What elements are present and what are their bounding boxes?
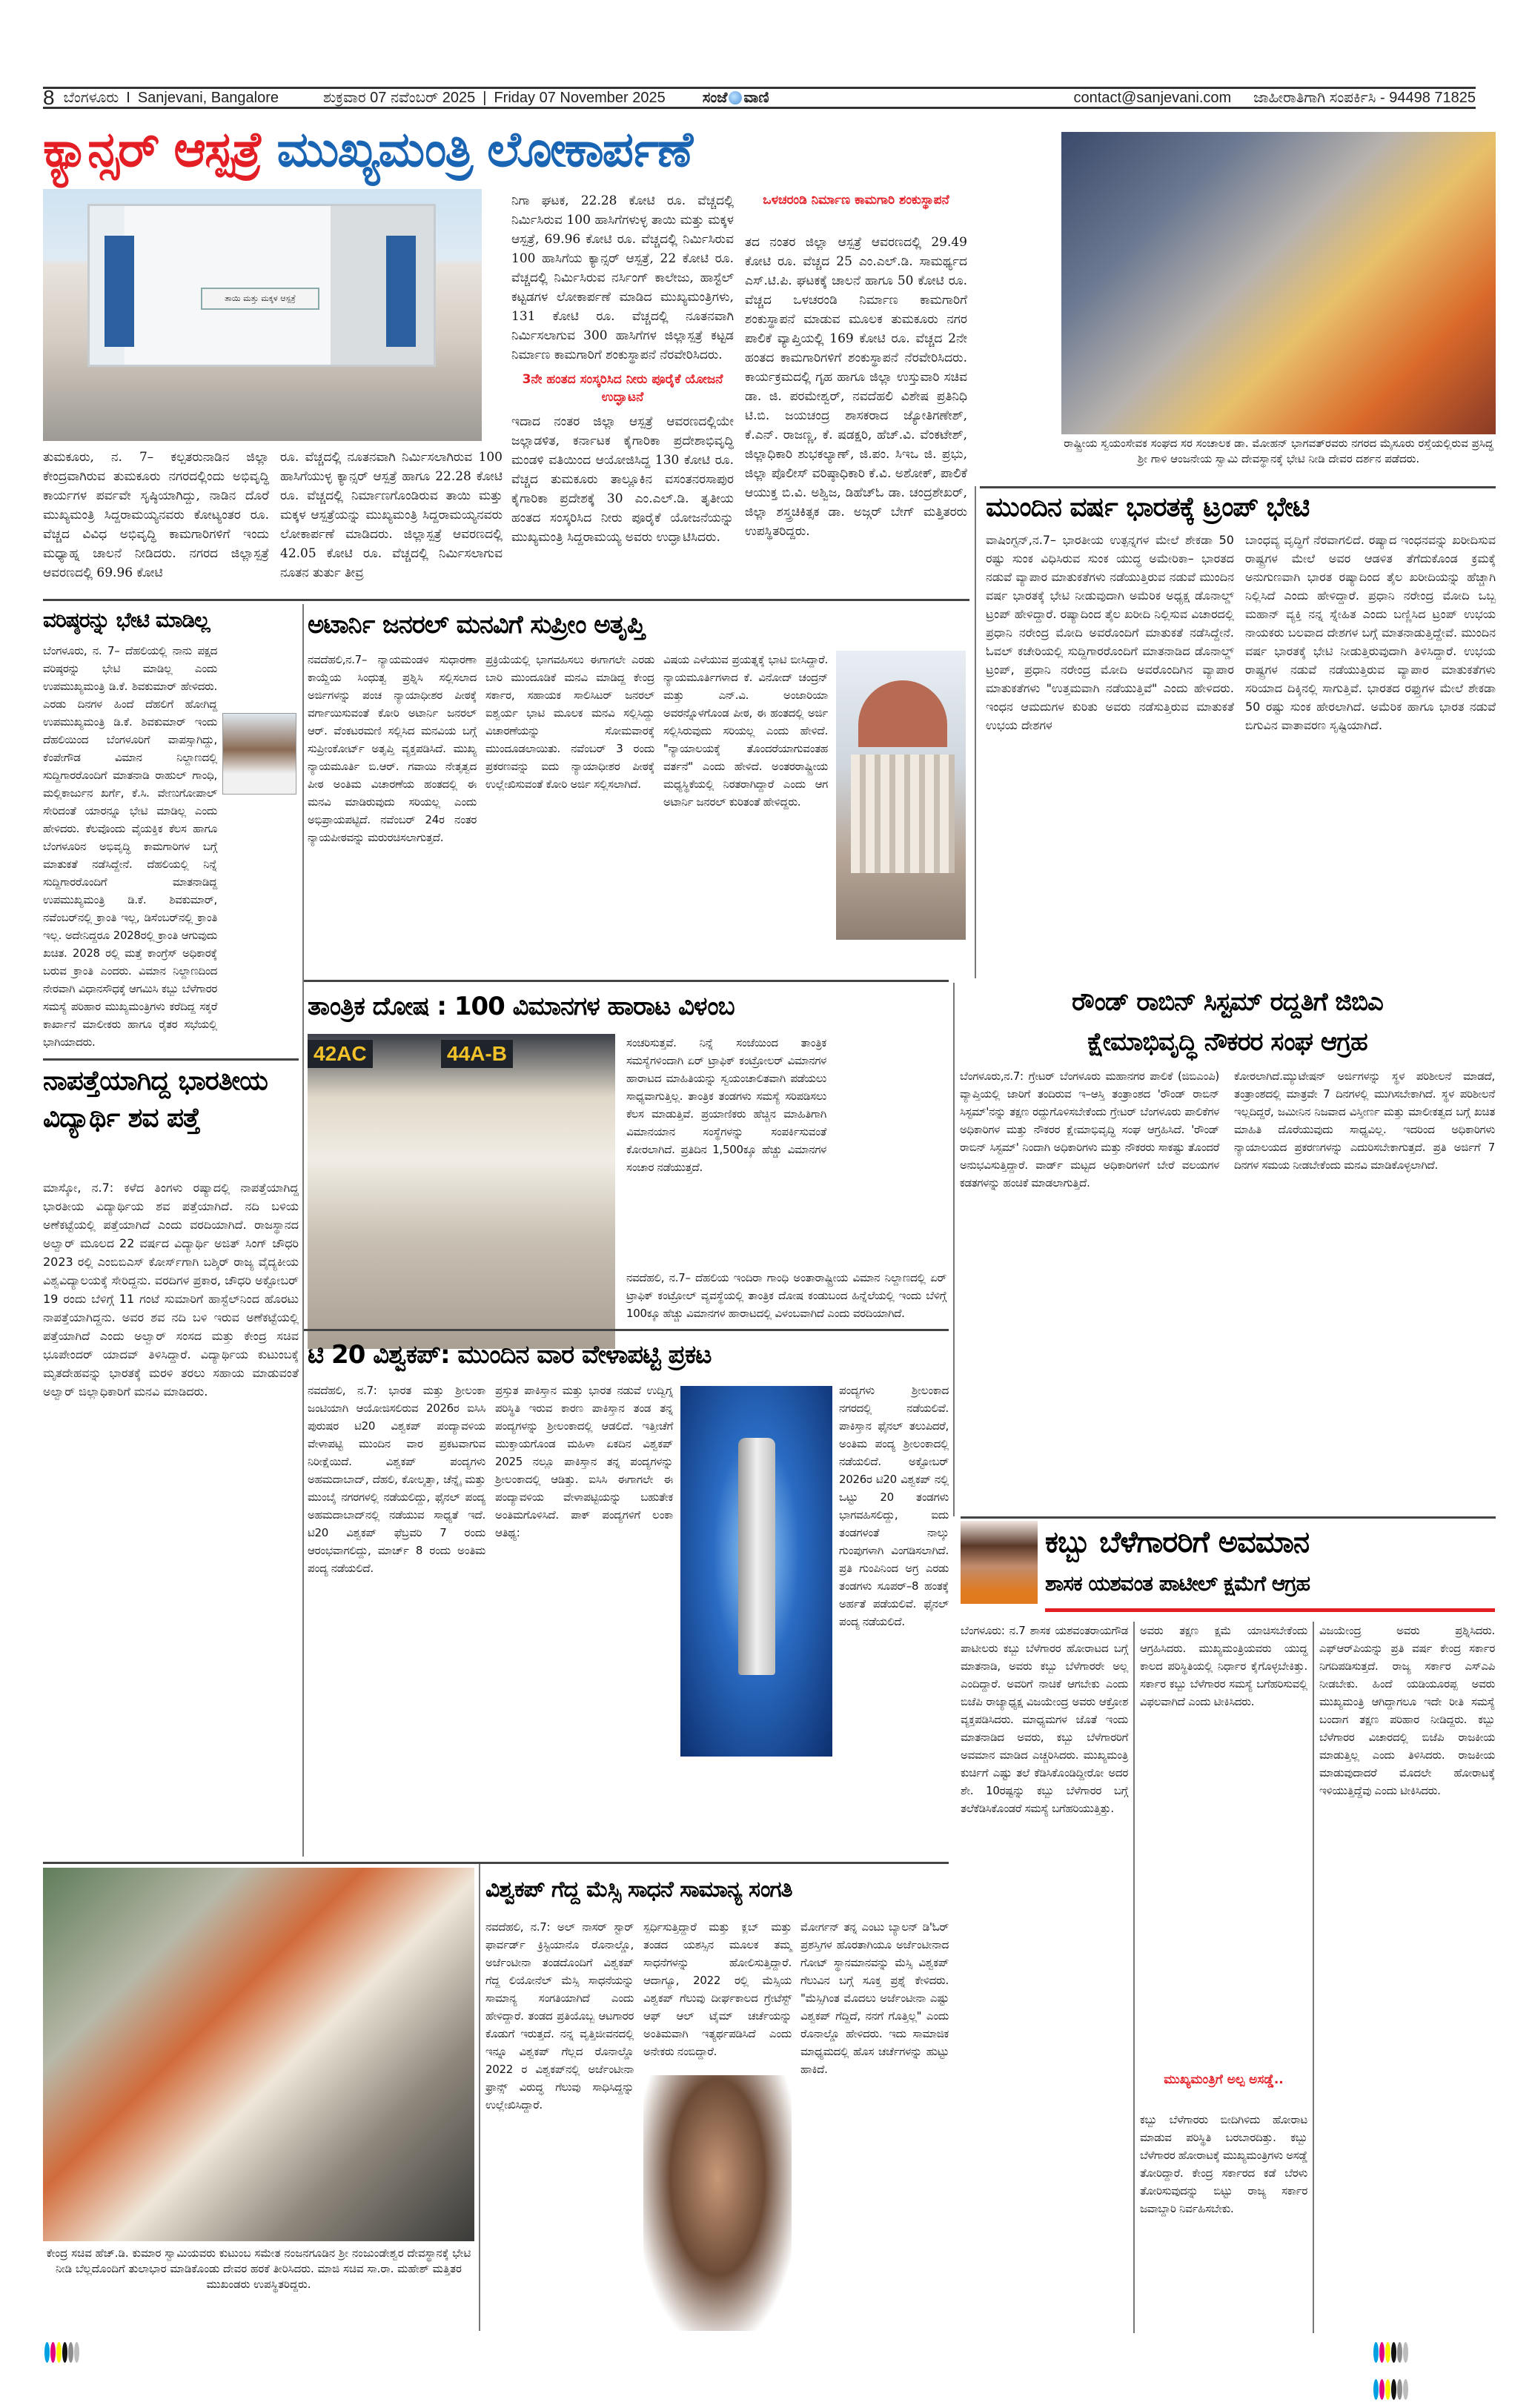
gate-sign: 44A-B [441,1040,513,1068]
bbmp-col-1: ಬೆಂಗಳೂರು,ನ.7: ಗ್ರೇಟರ್ ಬೆಂಗಳೂರು ಮಹಾನಗರ ಪಾಲಿಕೆ (ಜಿಬಿಎಂಪಿ) ವ್ಯಾಪ್ತಿಯಲ್ಲಿ ಜಾರಿಗೆ ತಂದಿರುವ ಇ–ಆಸ್ತಿ ತಂತ್ರಾಂಶದ 'ರೌಂಡ್ ರಾಬಿನ್ ಸಿಸ್ಟಮ್'ನನ್ನು ತಕ್ಷಣ ರದ್ದುಗೊಳಿಸಬೇಕೆಂದು ಗ್ರೇಟರ್ ಬೆಂಗಳೂರು ಪಾಲಿಕೆಗಳ ಅಧಿಕಾರಿಗಳ ಮತ್ತು ನೌಕರರ ಕ್ಷೇಮಾಭಿವೃದ್ಧಿ ಸಂಘ ಆಗ್ರಹಿಸಿದೆ. 'ರೌಂಡ್ ರಾಬಿನ್ ಸಿಸ್ಟಮ್' ನಿಂದಾಗಿ ಅಧಿಕಾರಿಗಳು ಮತ್ತು ನೌಕರರು ಸಾಕಷ್ಟು ತೊಂದರೆ ಅನುಭವಿಸುತ್ತಿದ್ದಾರೆ. ವಾರ್ಡ್ ಮಟ್ಟದ ಅಧಿಕಾರಿಗಳಿಗೆ ಬೇರೆ ವಲಯಗಳ ಕಡತಗಳನ್ನು ಹಂಚಿಕೆ ಮಾಡಲಾಗುತ್ತಿದೆ. [960,1069,1219,1190]
globe-icon [729,91,742,105]
messi-col-1: ನವದೆಹಲಿ, ನ.7: ಅಲ್ ನಾಸರ್ ಸ್ಟಾರ್ ಫಾರ್ವರ್ಡ್ ಕ್ರಿಸ್ಟಿಯಾನೊ ರೊನಾಲ್ಡೊ, ಅರ್ಜೆಂಟೀನಾ ತಂಡದೊಂದಿಗೆ ವಿಶ್ವಕಪ್ ಗೆದ್ದ ಲಿಯೋನೆಲ್ ಮೆಸ್ಸಿ ಸಾಧನೆಯನ್ನು ಸಾಮಾನ್ಯ ಸಂಗತಿಯಾಗಿದೆ ಎಂದು ಹೇಳಿದ್ದಾರೆ. ತಂಡದ ಪ್ರತಿಯೊಬ್ಬ ಆಟಗಾರರ ಕೊಡುಗೆ ಇರುತ್ತದೆ. ನನ್ನ ವೃತ್ತಿಜೀವನದಲ್ಲಿ ಇನ್ನೂ ವಿಶ್ವಕಪ್ ಗೆಲ್ಲದ ರೊನಾಲ್ಡೊ 2022 ರ ವಿಶ್ವಕಪ್‌ನಲ್ಲಿ ಅರ್ಜೆಂಟೀನಾ ಫ್ರಾನ್ಸ್ ವಿರುದ್ಧ ಗೆಲುವು ಸಾಧಿಸಿದ್ದನ್ನು ಉಲ್ಲೇಖಿಸಿದ್ದಾರೆ. [485,1920,634,2112]
divider [43,599,969,601]
sugarcane-col-3: ವಿಜಯೇಂದ್ರ ಅವರು ಪ್ರಶ್ನಿಸಿದರು. ಎಫ್‌ಆರ್‌ಪಿಯನ್ನು ಪ್ರತಿ ವರ್ಷ ಕೇಂದ್ರ ಸರ್ಕಾರ ನಿಗದಿಪಡಿಸುತ್ತದೆ. ರಾಜ್ಯ ಸರ್ಕಾರ ಎಸ್‌ಎಪಿ ನೀಡಬೇಕು. ಹಿಂದೆ ಯಡಿಯೂರಪ್ಪ ಅವರು ಮುಖ್ಯಮಂತ್ರಿ ಆಗಿದ್ದಾಗಲೂ ಇದೇ ರೀತಿ ಸಮಸ್ಯೆ ಬಂದಾಗ ತಕ್ಷಣ ಪರಿಹಾರ ನೀಡಿದ್ದರು. ಕಬ್ಬು ಬೆಳೆಗಾರರ ವಿಚಾರದಲ್ಲಿ ಬಿಜೆಪಿ ರಾಜಕೀಯ ಮಾಡುತ್ತಿಲ್ಲ ಎಂದು ತಿಳಿಸಿದರು. ರಾಜಕೀಯ ಮಾಡುವುದಾದರೆ ಮೊದಲೇ ಹೋರಾಟಕ್ಕೆ ಇಳಿಯುತ್ತಿದ್ದೆವು ಎಂದು ಟೀಕಿಸಿದರು. [1319,1624,1495,1797]
airport-photo [308,1034,615,1349]
lead-col-1: ತುಮಕೂರು, ನ. 7– ಕಲ್ಪತರುನಾಡಿನ ಜಿಲ್ಲಾ ಕೇಂದ್ರವಾಗಿರುವ ತುಮಕೂರು ನಗರದಲ್ಲಿಂದು ಅಭಿವೃದ್ಧಿ ಕಾರ್ಯಗಳ ಪರ್ವವೇ ಸೃಷ್ಠಿಯಾಗಿದ್ದು, ನಾಡಿನ ದೊರೆ ಮುಖ್ಯಮಂತ್ರಿ ಸಿದ್ದರಾಮಯ್ಯನವರು ಕೋಟ್ಯಂತರ ರೂ. ವೆಚ್ಚದ ವಿವಿಧ ಅಭಿವೃದ್ಧಿ ಕಾಮಗಾರಿಗಳಿಗೆ ಇಂದು ಮಧ್ಯಾಹ್ನ ಚಾಲನೆ ನೀಡಿದರು. ನಗರದ ಜಿಲ್ಲಾಸ್ಪತ್ರೆ ಆವರಣದಲ್ಲಿ 69.96 ಕೋಟಿ [43,450,269,580]
t20-col-1: ನವದೆಹಲಿ, ನ.7: ಭಾರತ ಮತ್ತು ಶ್ರೀಲಂಕಾ ಜಂಟಿಯಾಗಿ ಆಯೋಜಿಸಲಿರುವ 2026ರ ಐಸಿಸಿ ಪುರುಷರ ಟಿ20 ವಿಶ್ವಕಪ್ ಪಂದ್ಯಾವಳಿಯ ವೇಳಾಪಟ್ಟಿ ಮುಂದಿನ ವಾರ ಪ್ರಕಟವಾಗುವ ನಿರೀಕ್ಷೆಯಿದೆ. ವಿಶ್ವಕಪ್ ಪಂದ್ಯಗಳು ಅಹಮದಾಬಾದ್, ದೆಹಲಿ, ಕೋಲ್ಕತ್ತಾ, ಚೆನ್ನೈ ಮತ್ತು ಮುಂಬೈ ನಗರಗಳಲ್ಲಿ ನಡೆಯಲಿದ್ದು, ಫೈನಲ್ ಪಂದ್ಯ ಅಹಮದಾಬಾದ್‌ನಲ್ಲಿ ನಡೆಯುವ ಸಾಧ್ಯತೆ ಇದೆ. ಟಿ20 ವಿಶ್ವಕಪ್ ಫೆಬ್ರವರಿ 7 ರಂದು ಆರಂಭವಾಗಲಿದ್ದು, ಮಾರ್ಚ್ 8 ರಂದು ಅಂತಿಮ ಪಂದ್ಯ ನಡೆಯಲಿದೆ. [308,1384,485,1575]
lead-col-4: ತದ ನಂತರ ಜಿಲ್ಲಾ ಆಸ್ಪತ್ರೆ ಆವರಣದಲ್ಲಿ 29.49 ಕೋಟಿ ರೂ. ವೆಚ್ಚದ 25 ಎಂ.ಎಲ್.ಡಿ. ಸಾಮರ್ಥ್ಯದ ಎಸ್.ಟಿ.ಪಿ. ಘಟಕಕ್ಕೆ ಚಾಲನೆ ಹಾಗೂ 50 ಕೋಟಿ ರೂ. ವೆಚ್ಚದ ಒಳಚರಂಡಿ ನಿರ್ಮಾಣ ಕಾಮಗಾರಿಗೆ ಶಂಕುಸ್ಥಾಪನೆ ಮಾಡುವ ಮೂಲಕ ತುಮಕೂರು ನಗರ ಪಾಲಿಕೆ ವ್ಯಾಪ್ತಿಯಲ್ಲಿ 169 ಕೋಟಿ ರೂ. ವೆಚ್ಚದ 2ನೇ ಹಂತದ ಕಾಮಗಾರಿಗಳಿಗೆ ಶಂಕುಸ್ಥಾಪನೆ ನೆರವೇರಿಸಿದರು. ಕಾರ್ಯಕ್ರಮದಲ್ಲಿ ಗೃಹ ಹಾಗೂ ಜಿಲ್ಲಾ ಉಸ್ತುವಾರಿ ಸಚಿವ ಡಾ. ಜಿ. ಪರಮೇಶ್ವರ್, ನವದೆಹಲಿ ವಿಶೇಷ ಪ್ರತಿನಿಧಿ ಟಿ.ಬಿ. ಜಯಚಂದ್ರ ಶಾಸಕರಾದ ಜ್ಯೋತಿಗಣೇಶ್, ಕೆ.ಎನ್. ರಾಜಣ್ಣ, ಕೆ. ಷಡಕ್ಷರಿ, ಹೆಚ್.ವಿ. ವೆಂಕಟೇಶ್, ಜಿಲ್ಲಾಧಿಕಾರಿ ಶುಭಕಲ್ಯಾಣ್, ಜಿ.ಪಂ. ಸಿಇಒ ಜಿ. ಪ್ರಭು, ಜಿಲ್ಲಾ ಪೊಲೀಸ್ ವರಿಷ್ಠಾಧಿಕಾರಿ ಕೆ.ವಿ. ಅಶೋಕ್, ಪಾಲಿಕೆ ಆಯುಕ್ತ ಬಿ.ವಿ. ಅಶ್ವಿಜ, ಡಿಹೆಚ್‌ಓ ಡಾ. ಚಂದ್ರಶೇಖರ್, ಜಿಲ್ಲಾ ಶಸ್ತ್ರಚಿಕಿತ್ಸಕ ಡಾ. ಅಜ್ಗರ್ ಬೇಗ್ ಮತ್ತಿತರರು ಉಪಸ್ಥಿತರಿದ್ದರು. [745,235,967,539]
registration-dot [74,2342,79,2363]
shivakumar-photo [222,713,296,795]
registration-dot [1391,2342,1396,2363]
court-col-1: ನವದೆಹಲಿ,ನ.7– ನ್ಯಾಯಮಂಡಳಿ ಸುಧಾರಣಾ ಕಾಯ್ದೆಯ ಸಿಂಧುತ್ವ ಪ್ರಶ್ನಿಸಿ ಸಲ್ಲಿಸಲಾದ ಅರ್ಜಿಗಳನ್ನು ಪಂಚ ನ್ಯಾಯಾಧೀಶರ ಪೀಠಕ್ಕೆ ವರ್ಗಾಯಿಸುವಂತೆ ಕೋರಿ ಅಟಾರ್ನಿ ಜನರಲ್ ಆರ್. ವೆಂಕಟರಮಣಿ ಸಲ್ಲಿಸಿದ ಮನವಿಯ ಬಗ್ಗೆ ಸುಪ್ರೀಂಕೋರ್ಟ್ ಅತೃಪ್ತಿ ವ್ಯಕ್ತಪಡಿಸಿದೆ. ಮುಖ್ಯ ನ್ಯಾಯಮೂರ್ತಿ ಬಿ.ಆರ್. ಗವಾಯಿ ನೇತೃತ್ವದ ಪೀಠ ಅಂತಿಮ ವಿಚಾರಣೆಯ ಹಂತದಲ್ಲಿ ಈ ಮನವಿ ಮಾಡಿರುವುದು ಸರಿಯಲ್ಲ ಎಂದು ಅಭಿಪ್ರಾಯಪಟ್ಟಿದೆ. ನವೆಂಬರ್ 24ರ ನಂತರ ನ್ಯಾಯಪೀಠವನ್ನು ಮರುರಚಿಸಲಾಗುತ್ತದೆ. [308,653,477,844]
court-col-2: ಪ್ರಕ್ರಿಯೆಯಲ್ಲಿ ಭಾಗವಹಿಸಲು ಈಗಾಗಲೇ ಎರಡು ಬಾರಿ ಮುಂದೂಡಿಕೆ ಮನವಿ ಮಾಡಿದ್ದ ಕೇಂದ್ರ ಸರ್ಕಾರ, ಸಹಾಯಕ ಸಾಲಿಸಿಟರ್ ಜನರಲ್ ಐಶ್ವರ್ಯ ಭಾಟಿ ಮೂಲಕ ಮನವಿ ಸಲ್ಲಿಸಿದ್ದು ವಿಚಾರಣೆಯನ್ನು ಸೋಮವಾರಕ್ಕೆ ಮುಂದೂಡಲಾಯಿತು. ನವೆಂಬರ್ 3 ರಂದು ಪ್ರಕರಣವನ್ನು ಐದು ನ್ಯಾಯಾಧೀಶರ ಪೀಠಕ್ಕೆ ಉಲ್ಲೇಖಿಸುವಂತೆ ಕೋರಿ ಅರ್ಜಿ ಸಲ್ಲಿಸಲಾಗಿದೆ. [485,653,654,791]
t20-col-2: ಪ್ರಸ್ತುತ ಪಾಕಿಸ್ತಾನ ಮತ್ತು ಭಾರತ ನಡುವೆ ಉದ್ವಿಗ್ನ ಪರಿಸ್ಥಿತಿ ಇರುವ ಕಾರಣ ಪಾಕಿಸ್ತಾನ ತಂಡ ತನ್ನ ಪಂದ್ಯಗಳನ್ನು ಶ್ರೀಲಂಕಾದಲ್ಲಿ ಆಡಲಿದೆ. ಇತ್ತೀಚೆಗೆ ಮುಕ್ತಾಯಗೊಂಡ ಮಹಿಳಾ ಏಕದಿನ ವಿಶ್ವಕಪ್ 2025 ನಲ್ಲೂ ಪಾಕಿಸ್ತಾನ ತನ್ನ ಪಂದ್ಯಗಳನ್ನು ಶ್ರೀಲಂಕಾದಲ್ಲಿ ಆಡಿತ್ತು. ಐಸಿಸಿ ಈಗಾಗಲೇ ಈ ಪಂದ್ಯಾವಳಿಯ ವೇಳಾಪಟ್ಟಿಯನ್ನು ಬಹುತೇಕ ಅಂತಿಮಗೊಳಿಸಿದೆ. ಪಾಕ್ ಪಂದ್ಯಗಳಿಗೆ ಲಂಕಾ ಆತಿಥ್ಯ: [495,1384,673,1539]
registration-dot [50,2342,56,2363]
edition-label: Sanjevani, Bangalore [137,89,279,106]
column-rule [1133,1622,1135,2333]
tulabhara-photo [43,1868,474,2241]
hospital-photo [43,189,482,441]
registration-dot [1385,2342,1390,2363]
column-rule [953,983,955,1516]
registration-dot [1403,2379,1408,2400]
trump-col-2: ಬಾಂಧವ್ಯ ವೃದ್ಧಿಗೆ ನೆರವಾಗಲಿದೆ. ರಷ್ಯಾದ ಇಂಧನವನ್ನು ಖರೀದಿಸುವ ರಾಷ್ಟ್ರಗಳ ಮೇಲೆ ಅವರ ಆಡಳಿತ ತೆಗೆದುಕೊಂಡ ಕ್ರಮಕ್ಕೆ ಅನುಗುಣವಾಗಿ ಭಾರತ ರಷ್ಯಾದಿಂದ ತೈಲ ಖರೀದಿಯನ್ನು ಹೆಚ್ಚಾಗಿ ನಿಲ್ಲಿಸಿದೆ ಎಂದು ಹೇಳಿದ್ದಾರೆ. ಪ್ರಧಾನಿ ನರೇಂದ್ರ ಮೋದಿ ಒಬ್ಬ ಮಹಾನ್ ವ್ಯಕ್ತಿ ನನ್ನ ಸ್ನೇಹಿತ ಎಂದು ಬಣ್ಣಿಸಿದ ಟ್ರಂಪ್ ಉಭಯ ನಾಯಕರು ಬಲವಾದ ದೇಶಗಳ ಬಗ್ಗೆ ಮಾತನಾಡುತ್ತಿದ್ದೇವೆ. ಮುಂದಿನ ವರ್ಷ ಭಾರತಕ್ಕೆ ಭೇಟಿ ನೀಡುತ್ತಿರುವುದಾಗಿ ತಿಳಿಸಿದ್ದಾರೆ. ಉಭಯ ರಾಷ್ಟ್ರಗಳ ನಡುವೆ ನಡೆಯುತ್ತಿರುವ ವ್ಯಾಪಾರ ಮಾತುಕತೆಗಳು ಸರಿಯಾದ ದಿಕ್ಕಿನಲ್ಲಿ ಸಾಗುತ್ತಿವೆ. ಭಾರತದ ರಫ್ತುಗಳ ಮೇಲೆ ಶೇಕಡಾ 50 ರಷ್ಟು ಸುಂಕ ಹೇರಲಾಗಿದೆ. ಅಮೆರಿಕ ಹಾಗೂ ಭಾರತ ನಡುವೆ ಬಿಗುವಿನ ವಾತಾವರಣ ಸೃಷ್ಟಿಯಾಗಿದೆ. [1245,533,1496,732]
messi-col-3: ಮೋರ್ಗನ್ ತನ್ನ ಎಂಟು ಬ್ಯಾಲನ್ ಡಿ'ಓರ್ ಪ್ರಶಸ್ತಿಗಳ ಹೊರತಾಗಿಯೂ ಅರ್ಜೆಂಟೀನಾದ ಗೋಟ್ ಸ್ಥಾನಮಾನವನ್ನು ಮೆಸ್ಸಿ ವಿಶ್ವಕಪ್ ಗೆಲುವಿನ ಬಗ್ಗೆ ಸೂಕ್ತ ಪ್ರಶ್ನೆ ಕೇಳಿದರು. "ಮೆಸ್ಸಿಗಿಂತ ಮೊದಲು ಅರ್ಜೆಂಟೀನಾ ಎಷ್ಟು ವಿಶ್ವಕಪ್ ಗೆದ್ದಿದೆ, ನನಗೆ ಗೊತ್ತಿಲ್ಲ" ಎಂದು ರೊನಾಲ್ಡೊ ಹೇಳಿದರು. ಇದು ಸಾಮಾಜಿಕ ಮಾಧ್ಯಮದಲ್ಲಿ ಹೊಸ ಚರ್ಚೆಗಳನ್ನು ಹುಟ್ಟು ಹಾಕಿದೆ. [800,1920,949,2076]
divider [43,1058,299,1061]
separator: I [126,89,130,106]
trump-headline: ಮುಂದಿನ ವರ್ಷ ಭಾರತಕ್ಕೆ ಟ್ರಂಪ್ ಭೇಟಿ [986,492,1310,523]
bhagwat-temple-photo [1061,132,1496,434]
registration-mark-right-bottom [1373,2379,1408,2400]
trophy [738,1438,775,1675]
divider [304,1329,949,1331]
sugarcane-headline: ಕಬ್ಬು ಬೆಳೆಗಾರರಿಗೆ ಅವಮಾನ [1045,1525,1310,1559]
registration-dot [1379,2342,1385,2363]
registration-mark-left [44,2342,79,2363]
logo-text-right: ವಾಣಿ [743,89,769,106]
column-rule [1313,1622,1314,2333]
lead-subhead-drainage: ಒಳಚರಂಡಿ ನಿರ್ಮಾಣ ಕಾಮಗಾರಿ ಶಂಕುಸ್ಥಾಪನೆ [763,193,949,208]
lead-headline-red: ಕ್ಯಾನ್ಸರ್ ಆಸ್ಪತ್ರೆ [43,121,262,178]
registration-dot [1373,2342,1379,2363]
sugarcane-col-2: ಅವರು ತಕ್ಷಣ ಕ್ಷಮೆ ಯಾಚಿಸಬೇಕೆಂದು ಆಗ್ರಹಿಸಿದರು. ಮುಖ್ಯಮಂತ್ರಿಯವರು ಯುದ್ಧ ಕಾಲದ ಪರಿಸ್ಥಿತಿಯಲ್ಲಿ ನಿರ್ಧಾರ ಕೈಗೊಳ್ಳಬೇಕಿತ್ತು. ಸರ್ಕಾರ ಕಬ್ಬು ಬೆಳೆಗಾರರ ಸಮಸ್ಯೆ ಬಗೆಹರಿಸುವಲ್ಲಿ ವಿಫಲವಾಗಿದೆ ಎಂದು ಟೀಕಿಸಿದರು. [1140,1624,1307,1708]
divider [980,486,1496,488]
lead-col-2: ರೂ. ವೆಚ್ಚದಲ್ಲಿ ನೂತನವಾಗಿ ನಿರ್ಮಿಸಲಾಗಿರುವ 100 ಹಾಸಿಗೆಯುಳ್ಳ ಕ್ಯಾನ್ಸರ್ ಆಸ್ಪತ್ರೆ ಹಾಗೂ 22.28 ಕೋಟಿ ರೂ. ವೆಚ್ಚದಲ್ಲಿ ನಿರ್ಮಾಣಗೊಂಡಿರುವ ತಾಯಿ ಮತ್ತು ಮಕ್ಕಳ ಆಸ್ಪತ್ರೆಯನ್ನು ಮುಖ್ಯಮಂತ್ರಿ ಸಿದ್ದರಾಮಯ್ಯನವರು ಲೋಕಾರ್ಪಣೆ ಮಾಡಿದರು. ಜಿಲ್ಲಾಸ್ಪತ್ರೆ ಆವರಣದಲ್ಲಿ 42.05 ಕೋಟಿ ರೂ. ವೆಚ್ಚದಲ್ಲಿ ನಿರ್ಮಿಸಲಾಗುವ ನೂತನ ತುರ್ತು ತೀವ್ರ [280,450,503,580]
messi-headline: ವಿಶ್ವಕಪ್ ಗೆದ್ದ ಮೆಸ್ಸಿ ಸಾಧನೆ ಸಾಮಾನ್ಯ ಸಂಗತಿ [485,1877,792,1903]
messi-col-2: ಸ್ಪರ್ಧಿಸುತ್ತಿದ್ದಾರೆ ಮತ್ತು ಕ್ಲಬ್ ಮತ್ತು ತಂಡದ ಯಶಸ್ಸಿನ ಮೂಲಕ ತಮ್ಮ ಸಾಧನೆಗಳನ್ನು ಹೋಲಿಸುತ್ತಿದ್ದಾರೆ. ಆದಾಗ್ಯೂ, 2022 ರಲ್ಲಿ ಮೆಸ್ಸಿಯ ವಿಶ್ವಕಪ್ ಗೆಲುವು ದೀರ್ಘಕಾಲದ ಗ್ರೇಟೆಸ್ಟ್ ಆಫ್ ಆಲ್ ಟೈಮ್ ಚರ್ಚೆಯನ್ನು ಅಂತಿಮವಾಗಿ ಇತ್ಯರ್ಥಪಡಿಸಿದೆ ಎಂದು ಅನೇಕರು ನಂಬಿದ್ದಾರೆ. [643,1920,792,2058]
bbmp-col-2: ಕೋರಲಾಗಿದೆ.ಮ್ಯುಟೇಷನ್ ಅರ್ಜಿಗಳನ್ನು ಸ್ಥಳ ಪರಿಶೀಲನೆ ಮಾಡದೆ, ತಂತ್ರಾಂಶದಲ್ಲಿ ಮಾತ್ರವೇ 7 ದಿನಗಳಲ್ಲಿ ಮುಗಿಸಬೇಕಾಗಿದೆ. ಸ್ಥಳ ಪರಿಶೀಲನೆ ಇಲ್ಲದಿದ್ದರೆ, ಜಮೀನಿನ ನಿಜವಾದ ವಿಸ್ತೀರ್ಣ ಮತ್ತು ಮಾಲೀಕತ್ವದ ಬಗ್ಗೆ ಖಚಿತ ಮಾಹಿತಿ ದೊರೆಯುವುದು ಸಾಧ್ಯವಿಲ್ಲ. ಇದರಿಂದ ಅಧಿಕಾರಿಗಳು ನ್ಯಾಯಾಲಯದ ಪ್ರಕರಣಗಳನ್ನು ಎದುರಿಸಬೇಕಾಗುತ್ತದೆ. ಪ್ರತಿ ಅರ್ಜಿಗೆ 7 ದಿನಗಳ ಸಮಯ ನೀಡಬೇಕೆಂದು ಮನವಿ ಮಾಡಿಕೊಳ್ಳಲಾಗಿದೆ. [1234,1069,1495,1172]
t20-col-3: ಪಂದ್ಯಗಳು ಶ್ರೀಲಂಕಾದ ನಗರದಲ್ಲಿ ನಡೆಯಲಿವೆ. ಪಾಕಿಸ್ತಾನ ಫೈನಲ್ ತಲುಪಿದರೆ, ಅಂತಿಮ ಪಂದ್ಯ ಶ್ರೀಲಂಕಾದಲ್ಲಿ ನಡೆಯಲಿದೆ. ಅಕ್ಟೋಬರ್ 2026ರ ಟಿ20 ವಿಶ್ವಕಪ್ ನಲ್ಲಿ ಒಟ್ಟು 20 ತಂಡಗಳು ಭಾಗವಹಿಸಲಿದ್ದು, ಐದು ತಂಡಗಳಂತೆ ನಾಲ್ಕು ಗುಂಪುಗಳಾಗಿ ವಿಂಗಡಿಸಲಾಗಿದೆ. ಪ್ರತಿ ಗುಂಪಿನಿಂದ ಅಗ್ರ ಎರಡು ತಂಡಗಳು ಸೂಪರ್–8 ಹಂತಕ್ಕೆ ಅರ್ಹತೆ ಪಡೆಯಲಿವೆ. ಫೈನಲ್ ಪಂದ್ಯ ನಡೆಯಲಿದೆ. [839,1384,949,1628]
vijayendra-photo [961,1521,1038,1604]
page-number: 8 [43,86,55,109]
date-kannada: ಶುಕ್ರವಾರ 07 ನವೆಂಬರ್ 2025 [322,89,476,106]
lead-col-3b: ಇದಾದ ನಂತರ ಜಿಲ್ಲಾ ಆಸ್ಪತ್ರೆ ಆವರಣದಲ್ಲಿಯೇ ಜಲ್ಲಾಡಳಿತ, ಕರ್ನಾಟಕ ಕೈಗಾರಿಕಾ ಪ್ರದೇಶಾಭಿವೃದ್ಧಿ ಮಂಡಳಿ ವತಿಯಿಂದ ಆಯೋಜಿಸಿದ್ದ 130 ಕೋಟಿ ರೂ. ವೆಚ್ಚದ ತುಮಕೂರು ತಾಲ್ಲೂಕಿನ ವಸಂತನರಸಾಪುರ ಕೈಗಾರಿಕಾ ಪ್ರದೇಶಕ್ಕೆ 30 ಎಂ.ಎಲ್.ಡಿ. ತೃತೀಯ ಹಂತದ ಸಂಸ್ಕರಿಸಿದ ನೀರು ಪೂರೈಕೆ ಯೋಜನೆಯನ್ನು ಮುಖ್ಯಮಂತ್ರಿ ಸಿದ್ದರಾಮಯ್ಯ ಅವರು ಉದ್ಘಾಟಿಸಿದರು. [511,414,734,545]
hospital-sign: ತಾಯಿ ಮತ್ತು ಮಕ್ಕಳ ಆಸ್ಪತ್ರೆ [201,288,319,310]
lead-subhead-water: 3ನೇ ಹಂತದ ಸಂಸ್ಕರಿಸಿದ ನೀರು ಪೂರೈಕೆ ಯೋಜನೆ ಉದ್ಘಾಟನೆ [522,372,723,405]
divider [304,980,949,982]
student-headline: ನಾಪತ್ತೆಯಾಗಿದ್ದ ಭಾರತೀಯ ವಿದ್ಯಾರ್ಥಿ ಶವ ಪತ್ತೆ [43,1066,268,1133]
shivakumar-headline: ವರಿಷ್ಠರನ್ನು ಭೇಟಿ ಮಾಡಿಲ್ಲ [43,608,210,632]
registration-dot [68,2342,73,2363]
supreme-court-photo [836,651,966,940]
lead-headline [43,113,1058,187]
court-headline: ಅಟಾರ್ನಿ ಜನರಲ್ ಮನವಿಗೆ ಸುಪ್ರೀಂ ಅತೃಪ್ತಿ [308,610,645,640]
court-dome [858,680,947,747]
flight-headline: ತಾಂತ್ರಿಕ ದೋಷ : 100 ವಿಮಾನಗಳ ಹಾರಾಟ ವಿಳಂಬ [308,992,735,1021]
registration-mark-right-top [1373,2342,1408,2363]
registration-dot [1397,2379,1402,2400]
registration-dot [1373,2379,1379,2400]
city-label: ಬೆಂಗಳೂರು [63,89,119,106]
column-rule [479,1864,480,2331]
divider [43,1862,949,1864]
t20-headline: ಟಿ 20 ವಿಶ್ವಕಪ್: ಮುಂದಿನ ವಾರ ವೇಳಾಪಟ್ಟಿ ಪ್ರಕಟ [308,1340,712,1370]
registration-dot [44,2342,50,2363]
window [105,236,134,347]
registration-dot [1385,2379,1390,2400]
shivakumar-body-rest [43,802,299,1054]
logo-text-left: ಸಂಜೆ [702,89,728,106]
flight-bottom: ನವದೆಹಲಿ, ನ.7– ದೆಹಲಿಯ ಇಂದಿರಾ ಗಾಂಧಿ ಅಂತಾರಾಷ್ಟ್ರೀಯ ವಿಮಾನ ನಿಲ್ದಾಣದಲ್ಲಿ ಏರ್ ಟ್ರಾಫಿಕ್ ಕಂಟ್ರೋಲ್ ವ್ಯವಸ್ಥೆಯಲ್ಲಿ ತಾಂತ್ರಿಕ ದೋಷ ಕಂಡುಬಂದ ಹಿನ್ನೆಲೆಯಲ್ಲಿ ಇಂದು ಬೆಳಿಗ್ಗೆ 100ಕ್ಕೂ ಹೆಚ್ಚು ವಿಮಾನಗಳ ಹಾರಾಟದಲ್ಲಿ ವಿಳಂಬವಾಗಿದೆ ಎಂದು ವರದಿಯಾಗಿದೆ. [626,1271,946,1320]
registration-dot [62,2342,67,2363]
registration-dot [1379,2379,1385,2400]
registration-dot [1403,2342,1408,2363]
t20-trophy-photo [680,1386,832,1757]
trump-col-1: ವಾಷಿಂಗ್ಟನ್,ನ.7– ಭಾರತೀಯ ಉತ್ಪನ್ನಗಳ ಮೇಲೆ ಶೇಕಡಾ 50 ರಷ್ಟು ಸುಂಕ ವಿಧಿಸಿರುವ ಸುಂಕ ಯುದ್ಧ ಅಮೇರಿಕಾ– ಭಾರತದ ನಡುವೆ ವ್ಯಾಪಾರ ಮಾತುಕತೆಗಳು ನಡೆಯುತ್ತಿರುವ ನಡುವೆ ಮುಂದಿನ ವರ್ಷ ಭಾರತಕ್ಕೆ ಭೇಟಿ ನೀಡುವುದಾಗಿ ಅಮೆರಿಕ ಅಧ್ಯಕ್ಷ ಡೊನಾಲ್ಡ್ ಟ್ರಂಪ್ ಹೇಳಿದ್ದಾರೆ. ರಷ್ಯಾದಿಂದ ತೈಲ ಖರೀದಿ ನಿಲ್ಲಿಸುವ ವಿಚಾರದಲ್ಲಿ ಪ್ರಧಾನಿ ನರೇಂದ್ರ ಮೋದಿ ಅವರೊಂದಿಗೆ ಮಾತುಕತೆ ನಡೆಸಿದ್ದೇನೆ. ಓವಲ್ ಕಚೇರಿಯಲ್ಲಿ ಸುದ್ದಿಗಾರರೊಂದಿಗೆ ಮಾತನಾಡಿದ ಡೊನಾಲ್ಡ್ ಟ್ರಂಪ್, ಪ್ರಧಾನಿ ನರೇಂದ್ರ ಮೋದಿ ಅವರೊಂದಿಗಿನ ವ್ಯಾಪಾರ ಮಾತುಕತೆಗಳು "ಉತ್ತಮವಾಗಿ ನಡೆಯುತ್ತಿವೆ" ಎಂದು ಹೇಳಿದರು. ಇಂಧನ ಆಮದುಗಳ ಕುರಿತು ಅವರು ನಡೆಸುತ್ತಿರುವ ಮಾತುಕತೆ ಉಭಯ ದೇಶಗಳ [986,533,1234,732]
bbmp-headline-line-1: ರೌಂಡ್ ರಾಬಿನ್ ಸಿಸ್ಟಮ್ ರದ್ದತಿಗೆ ಜಿಬಿಎ [1072,987,1383,1017]
gate-sign: 42AC [308,1040,373,1068]
divider [961,1516,1496,1519]
sugarcane-subhead: ಮುಖ್ಯಮಂತ್ರಿಗೆ ಅಲ್ಪ ಅಸಡ್ಡೆ.. [1164,2072,1284,2087]
hospital-building [87,204,436,367]
date-separator: | [483,89,487,106]
contact-email[interactable]: contact@sanjevani.com [1073,89,1232,106]
registration-dot [1391,2379,1396,2400]
court-col-3: ವಿಷಯ ಎಳೆಯುವ ಪ್ರಯತ್ನಕ್ಕೆ ಭಾಟಿ ಬೀಸಿದ್ದಾರೆ. ನ್ಯಾಯಮೂರ್ತಿಗಳಾದ ಕೆ. ವಿನೋದ್ ಚಂದ್ರನ್ ಮತ್ತು ಎನ್.ವಿ. ಅಂಜಾರಿಯಾ ಅವರನ್ನೊಳಗೊಂಡ ಪೀಠ, ಈ ಹಂತದಲ್ಲಿ ಅರ್ಜಿ ಸಲ್ಲಿಸಿರುವುದು ಸರಿಯಲ್ಲ ಎಂದು ಹೇಳಿದೆ. "ನ್ಯಾಯಾಲಯಕ್ಕೆ ತೊಂದರೆಯಾಗುವಂತಹ ವರ್ತನೆ" ಎಂದು ಹೇಳಿದೆ. ಅಂತರರಾಷ್ಟ್ರೀಯ ಮಧ್ಯಸ್ಥಿಕೆಯಲ್ಲಿ ನಿರತರಾಗಿದ್ದಾರೆ ಎಂದು ಆಗ ಅಟಾರ್ನಿ ಜನರಲ್ ಕುರಿತಂತೆ ಹೇಳಿದ್ದರು. [663,653,828,809]
masthead-strip [43,87,1476,109]
window [386,236,416,347]
lead-col-3: ನಿಗಾ ಘಟಕ, 22.28 ಕೋಟಿ ರೂ. ವೆಚ್ಚದಲ್ಲಿ ನಿರ್ಮಿಸಿರುವ 100 ಹಾಸಿಗೆಗಳುಳ್ಳ ತಾಯಿ ಮತ್ತು ಮಕ್ಕಳ ಆಸ್ಪತ್ರೆ, 69.96 ಕೋಟಿ ರೂ. ವೆಚ್ಚದಲ್ಲಿ ನಿರ್ಮಿಸಿರುವ 100 ಹಾಸಿಗೆಯ ಕ್ಯಾನ್ಸರ್ ಆಸ್ಪತ್ರೆ, 22 ಕೋಟಿ ರೂ. ವೆಚ್ಚದಲ್ಲಿ ನಿರ್ಮಿಸಿರುವ ನರ್ಸಿಂಗ್ ಕಾಲೇಜು, ಹಾಸ್ಟೆಲ್ ಕಟ್ಟಡಗಳ ಲೋಕಾರ್ಪಣೆ ಮಾಡಿದ ಮುಖ್ಯಮಂತ್ರಿಗಳು, 131 ಕೋಟಿ ರೂ. ವೆಚ್ಚದಲ್ಲಿ ನೂತನವಾಗಿ ನಿರ್ಮಿಸಲಾಗುವ 300 ಹಾಸಿಗೆಗಳ ಜಿಲ್ಲಾಸ್ಪತ್ರೆ ಕಟ್ಟಡ ನಿರ್ಮಾಣ ಕಾಮಗಾರಿಗೆ ಶಂಕುಸ್ಥಾಪನೆ ನೆರವೇರಿಸಿದರು. [511,193,734,362]
lead-headline-blue: ಮುಖ್ಯಮಂತ್ರಿ ಲೋಕಾರ್ಪಣೆ [276,121,692,178]
column-rule [302,604,304,1857]
registration-dot [1397,2342,1402,2363]
registration-dot [56,2342,62,2363]
column-rule [975,486,976,978]
red-rule [1045,1608,1495,1612]
sugarcane-subheadline: ಶಾಸಕ ಯಶವಂತ ಪಾಟೀಲ್ ಕ್ಷಮೆಗೆ ಆಗ್ರಹ [1045,1571,1310,1596]
ad-contact: ಜಾಹೀರಾತಿಗಾಗಿ ಸಂಪರ್ಕಿಸಿ - 94498 71825 [1253,89,1476,106]
flight-col-1: ಸಂಚರಿಸುತ್ತವೆ. ನಿನ್ನೆ ಸಂಜೆಯಿಂದ ತಾಂತ್ರಿಕ ಸಮಸ್ಯೆಗಳಿಂದಾಗಿ ಏರ್ ಟ್ರಾಫಿಕ್ ಕಂಟ್ರೋಲರ್ ವಿಮಾನಗಳ ಹಾರಾಟದ ಮಾಹಿತಿಯನ್ನು ಸ್ವಯಂಚಾಲಿತವಾಗಿ ಪಡೆಯಲು ಸಾಧ್ಯವಾಗುತ್ತಿಲ್ಲ. ತಾಂತ್ರಿಕ ತಂಡಗಳು ಸಮಸ್ಯೆ ಸರಿಪಡಿಸಲು ಕೆಲಸ ಮಾಡುತ್ತಿವೆ. ಪ್ರಯಾಣಿಕರು ಹೆಚ್ಚಿನ ಮಾಹಿತಿಗಾಗಿ ವಿಮಾನಯಾನ ಸಂಸ್ಥೆಗಳನ್ನು ಸಂಪರ್ಕಿಸುವಂತೆ ಕೋರಲಾಗಿದೆ. ಪ್ರತಿದಿನ 1,500ಕ್ಕೂ ಹೆಚ್ಚು ವಿಮಾನಗಳ ಸಂಚಾರ ನಡೆಯುತ್ತದೆ. [626,1036,826,1174]
newspaper-logo [703,90,769,107]
tulabhara-caption: ಕೇಂದ್ರ ಸಚಿವ ಹೆಚ್.ಡಿ. ಕುಮಾರ ಸ್ವಾಮಿಯವರು ಕುಟುಂಬ ಸಮೇತ ನಂಜನಗೂಡಿನ ಶ್ರೀ ನಂಜುಂಡೇಶ್ವರ ದೇವಸ್ಥಾನಕ್ಕೆ ಭೇಟಿ ನೀಡಿ ಬೆಲ್ಲದೊಂದಿಗೆ ತುಲಾಭಾರ ಮಾಡಿಕೊಂಡು ದೇವರ ಹರಕೆ ತೀರಿಸಿದರು. ಮಾಜಿ ಸಚಿವ ಸಾ.ರಾ. ಮಹೇಶ್ ಮತ್ತಿತರ ಮುಖಂಡರು ಉಪಸ್ಥಿತರಿದ್ದರು. [46,2246,471,2291]
bhagwat-photo-caption: ರಾಷ್ಟ್ರೀಯ ಸ್ವಯಂಸೇವಕ ಸಂಘದ ಸರ ಸಂಚಾಲಕ ಡಾ. ಮೋಹನ್ ಭಾಗವತ್‌ರವರು ನಗರದ ಮೈಸೂರು ರಸ್ತೆಯಲ್ಲಿರುವ ಪ್ರಸಿದ್ಧ ಶ್ರೀ ಗಾಳಿ ಆಂಜನೇಯ ಸ್ವಾಮಿ ದೇವಸ್ಥಾನಕ್ಕೆ ಭೇಟಿ ನೀಡಿ ದೇವರ ದರ್ಶನ ಪಡೆದರು. [1064,437,1493,465]
student-body: ಮಾಸ್ಕೋ, ನ.7: ಕಳೆದ ತಿಂಗಳು ರಷ್ಯಾದಲ್ಲಿ ನಾಪತ್ತೆಯಾಗಿದ್ದ ಭಾರತೀಯ ವಿದ್ಯಾರ್ಥಿಯ ಶವ ಪತ್ತೆಯಾಗಿದೆ. ನದಿ ಬಳಿಯ ಅಣೆಕಟ್ಟೆಯಲ್ಲಿ ಪತ್ತೆಯಾಗಿದೆ ಎಂದು ವರದಿಯಾಗಿದೆ. ರಾಜಸ್ಥಾನದ ಅಲ್ವಾರ್ ಮೂಲದ 22 ವರ್ಷದ ವಿದ್ಯಾರ್ಥಿ ಅಜಿತ್ ಸಿಂಗ್ ಚೌಧರಿ 2023 ರಲ್ಲಿ ಎಂಬಿಬಿಎಸ್ ಕೋರ್ಸ್‌ಗಾಗಿ ಬಶ್ಕಿರ್ ರಾಜ್ಯ ವೈದ್ಯಕೀಯ ವಿಶ್ವವಿದ್ಯಾಲಯಕ್ಕೆ ಸೇರಿದ್ದನು. ವರದಿಗಳ ಪ್ರಕಾರ, ಚೌಧರಿ ಅಕ್ಟೋಬರ್ 19 ರಂದು ಬೆಳಿಗ್ಗೆ 11 ಗಂಟೆ ಸುಮಾರಿಗೆ ಹಾಸ್ಟೆಲ್‌ನಿಂದ ಹೊರಟು ನಾಪತ್ತೆಯಾಗಿದ್ದನು. ಅವರ ಶವ ನದಿ ಬಳಿ ಇರುವ ಅಣೆಕಟ್ಟೆಯಲ್ಲಿ ಪತ್ತೆಯಾಗಿದೆ ಎಂದು ಅಲ್ವಾರ್ ಸಂಸದ ಮತ್ತು ಕೇಂದ್ರ ಸಚಿವ ಭೂಪೇಂದರ್ ಯಾದವ್ ತಿಳಿಸಿದ್ದಾರೆ. ವಿದ್ಯಾರ್ಥಿಯ ಕುಟುಂಬಕ್ಕೆ ಮೃತದೇಹವನ್ನು ಭಾರತಕ್ಕೆ ಮರಳಿ ತರಲು ಸಹಾಯ ಮಾಡುವಂತೆ ಅಲ್ವಾರ್ ಜಿಲ್ಲಾಧಿಕಾರಿಗೆ ಮನವಿ ಮಾಡಿದರು. [43,1181,299,1399]
ronaldo-photo [643,2075,792,2331]
bbmp-headline-line-2: ಕ್ಷೇಮಾಭಿವೃದ್ಧಿ ನೌಕರರ ಸಂಘ ಆಗ್ರಹ [1087,1027,1367,1057]
shivakumar-body: ಬೆಂಗಳೂರು, ನ. 7– ದೆಹಲಿಯಲ್ಲಿ ನಾನು ಪಕ್ಷದ ವರಿಷ್ಠರನ್ನು ಭೇಟಿ ಮಾಡಿಲ್ಲ ಎಂದು ಉಪಮುಖ್ಯಮಂತ್ರಿ ಡಿ.ಕೆ. ಶಿವಕುಮಾರ್ ಹೇಳಿದರು. ಎರಡು ದಿನಗಳ ಹಿಂದೆ ದೆಹಲಿಗೆ ಹೋಗಿದ್ದ ಉಪಮುಖ್ಯಮಂತ್ರಿ ಡಿ.ಕೆ. ಶಿವಕುಮಾರ್ ಇಂದು ದೆಹಲಿಯಿಂದ ಬೆಂಗಳೂರಿಗೆ ವಾಪಸ್ಸಾಗಿದ್ದು, ಕೆಂಪೇಗೌಡ ವಿಮಾನ ನಿಲ್ದಾಣದಲ್ಲಿ ಸುದ್ದಿಗಾರರೊಂದಿಗೆ ಮಾತನಾಡಿ ರಾಹುಲ್ ಗಾಂಧಿ, ಮಲ್ಲಿಕಾರ್ಜುನ ಖರ್ಗೆ, ಕೆ.ಸಿ. ವೇಣುಗೋಪಾಲ್ ಸೇರಿದಂತೆ ಯಾರನ್ನೂ ಭೇಟಿ ಮಾಡಿಲ್ಲ ಎಂದು ಹೇಳಿದರು. ಕೆಲವೊಂದು ವೈಯಕ್ತಿಕ ಕೆಲಸ ಹಾಗೂ ಬೆಂಗಳೂರಿನ ಅಭಿವೃದ್ಧಿ ಕಾಮಗಾರಿಗಳ ಬಗ್ಗೆ ಮಾತುಕತೆ ನಡೆಸಿದ್ದೇನೆ. ದೆಹಲಿಯಲ್ಲಿ ನಿನ್ನೆ ಸುದ್ದಿಗಾರರೊಂದಿಗೆ ಮಾತನಾಡಿದ್ದ ಉಪಮುಖ್ಯಮಂತ್ರಿ ಡಿ.ಕೆ. ಶಿವಕುಮಾರ್, ನವೆಂಬರ್‌ನಲ್ಲಿ ಕ್ರಾಂತಿ ಇಲ್ಲ, ಡಿಸೆಂಬರ್‌ನಲ್ಲಿ ಕ್ರಾಂತಿ ಇಲ್ಲ. ಅದೇನಿದ್ದರೂ 2028ರಲ್ಲಿ ಕ್ರಾಂತಿ ಆಗುವುದು ಖಚಿತ. 2028 ರಲ್ಲಿ ಮತ್ತೆ ಕಾಂಗ್ರೆಸ್ ಅಧಿಕಾರಕ್ಕೆ ಬರುವ ಕ್ರಾಂತಿ ಎಂದರು. ವಿಮಾನ ನಿಲ್ದಾಣದಿಂದ ನೇರವಾಗಿ ವಿಧಾನಸೌಧಕ್ಕೆ ಆಗಮಿಸಿ ಕಬ್ಬು ಬೆಳೆಗಾರರ ಸಮಸ್ಯೆ ಪರಿಹಾರ ಮುಖ್ಯಮಂತ್ರಿಗಳು ಕರೆದಿದ್ದ ಸಕ್ಕರೆ ಕಾರ್ಖಾನೆ ಮಾಲೀಕರು ಹಾಗೂ ರೈತರ ಸಭೆಯಲ್ಲಿ ಭಾಗಿಯಾದರು. [43,644,217,1049]
court-pillars [851,754,955,873]
sugarcane-col-2b: ಕಬ್ಬು ಬೆಳೆಗಾರರು ಬೀದಿಗಿಳಿದು ಹೋರಾಟ ಮಾಡುವ ಪರಿಸ್ಥಿತಿ ಬರಬಾರದಿತ್ತು. ಕಬ್ಬು ಬೆಳೆಗಾರರ ಹೋರಾಟಕ್ಕೆ ಮುಖ್ಯಮಂತ್ರಿಗಳು ಅಸಡ್ಡೆ ತೋರಿದ್ದಾರೆ. ಕೇಂದ್ರ ಸರ್ಕಾರದ ಕಡೆ ಬೆರಳು ತೋರಿಸುವುದನ್ನು ಬಿಟ್ಟು ರಾಜ್ಯ ಸರ್ಕಾರ ಜವಾಬ್ದಾರಿ ನಿರ್ವಹಿಸಬೇಕು. [1140,2113,1307,2215]
sugarcane-col-1: ಬೆಂಗಳೂರು: ನ.7 ಶಾಸಕ ಯಶವಂತರಾಯಗೌಡ ಪಾಟೀಲರು ಕಬ್ಬು ಬೆಳೆಗಾರರ ಹೋರಾಟದ ಬಗ್ಗೆ ಮಾತನಾಡಿ, ಅವರು ಕಬ್ಬು ಬೆಳೆಗಾರರೇ ಅಲ್ಲ ಎಂದಿದ್ದಾರೆ. ಅವರಿಗೆ ನಾಚಿಕೆ ಆಗಬೇಕು ಎಂದು ಬಿಜೆಪಿ ರಾಜ್ಯಾಧ್ಯಕ್ಷ ವಿಜಯೇಂದ್ರ ಅವರು ಆಕ್ರೋಶ ವ್ಯಕ್ತಪಡಿಸಿದರು. ಮಾಧ್ಯಮಗಳ ಜೊತೆ ಇಂದು ಮಾತನಾಡಿದ ಅವರು, ಕಬ್ಬು ಬೆಳೆಗಾರರಿಗೆ ಅವಮಾನ ಮಾಡಿದ ಎಚ್ಚರಿಸಿದರು. ಮುಖ್ಯಮಂತ್ರಿ ಕುರ್ಚಿಗೆ ಎಷ್ಟು ತಲೆ ಕೆಡಿಸಿಕೊಂಡಿದ್ದೀರೋ ಅದರ ಶೇ. 10ರಷ್ಟನ್ನು ಕಬ್ಬು ಬೆಳೆಗಾರರ ಬಗ್ಗೆ ತಲೆಕೆಡಿಸಿಕೊಂಡರೆ ಸಮಸ್ಯೆ ಬಗೆಹರಿಯುತ್ತಿತ್ತು. [961,1624,1128,1815]
date-english: Friday 07 November 2025 [494,89,666,106]
